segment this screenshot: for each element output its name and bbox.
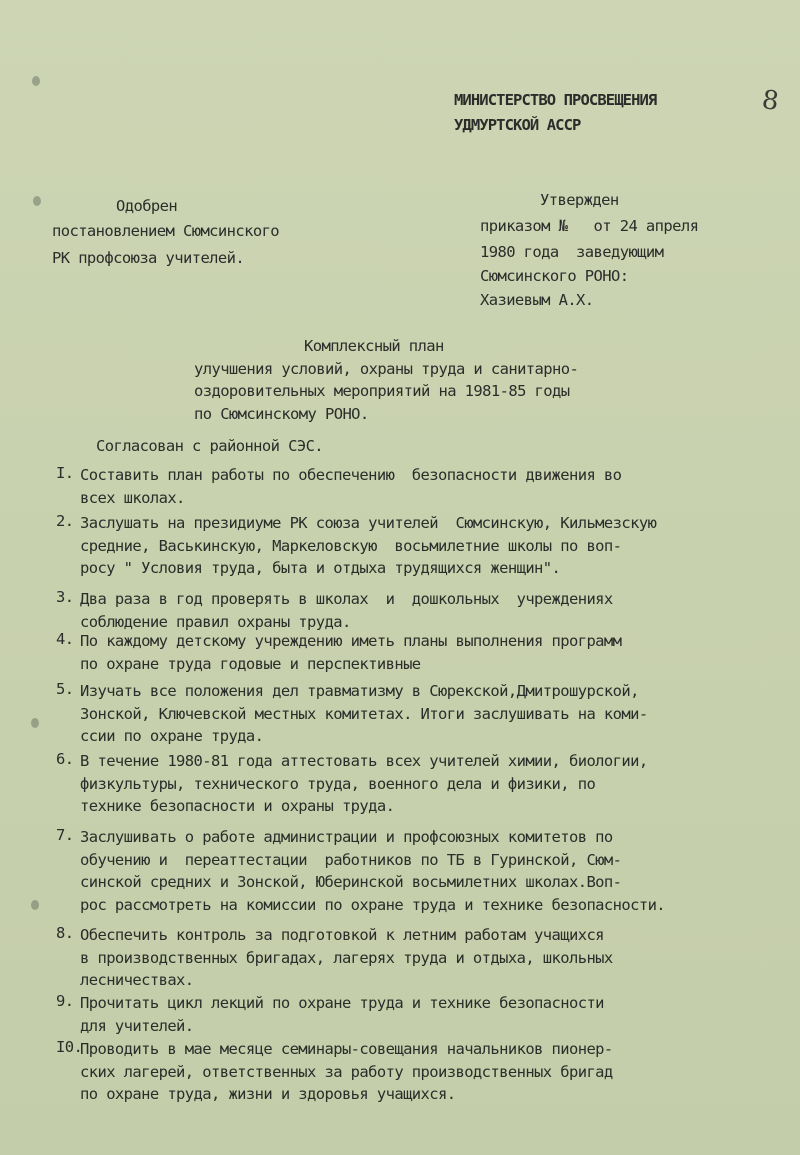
approved-left-line2: постановлением Сюмсинского [52, 222, 280, 240]
item-text-line: физкультуры, технического труда, военного дела и физики, по [80, 774, 596, 793]
item-text-line: Составить план работы по обеспечению безопасности движения во [80, 466, 622, 484]
item-text-line: лесничествах. [80, 971, 194, 989]
document-title: Комплексный план [304, 337, 444, 355]
item-number: 8. [56, 924, 74, 942]
approved-left-title: Одобрен [116, 197, 178, 215]
item-number: 7. [56, 826, 74, 844]
item-number: 9. [56, 992, 74, 1010]
item-text-line: Обеспечить контроль за подготовкой к летним работам учащихся [80, 926, 604, 944]
item-number: 4. [56, 630, 74, 648]
punch-hole-mark [33, 196, 41, 206]
item-text-line: Проводить в мае месяце семинары-совещания начальников пионер- [80, 1040, 613, 1058]
approved-right-title: Утвержден [540, 191, 619, 209]
approved-left-line3: РК профсоюза учителей. [52, 249, 245, 267]
item-text-line: по охране труда годовые и перспективные [80, 654, 421, 673]
item-number: 3. [56, 588, 74, 606]
item-text-line: средние, Васькинскую, Маркеловскую восьмилетние школы по воп- [80, 536, 622, 555]
item-number: 5. [56, 680, 74, 698]
page-number: 8 [759, 84, 781, 118]
item-text-line: В течение 1980-81 года аттестовать всех учителей химии, биологии, [80, 752, 648, 770]
ministry-header-line1: МИНИСТЕРСТВО ПРОСВЕЩЕНИЯ [454, 91, 657, 109]
item-text-line: Заслушивать о работе администрации и профсоюзных комитетов по [80, 828, 613, 846]
item-text-line: по охране труда, жизни и здоровья учащихся. [80, 1085, 456, 1103]
item-text-line: соблюдение правил охраны труда. [80, 612, 351, 631]
approved-right-line3: 1980 года заведующим [480, 243, 664, 261]
approved-right-line2: приказом № от 24 апреля [480, 217, 699, 235]
item-number: I. [56, 464, 74, 482]
ministry-header-line2: УДМУРТСКОЙ АССР [454, 116, 581, 134]
item-number: I0. [56, 1038, 83, 1056]
document-subtitle-line3: по Сюмсинскому РОНО. [194, 405, 369, 423]
document-subtitle-line2: оздоровительных мероприятий на 1981-85 годы [194, 382, 570, 400]
item-text-line: синской средних и Зонской, Юберинской восьмилетних школах.Воп- [80, 873, 622, 891]
item-text-line: для учителей. [80, 1016, 194, 1035]
item-text-line: ссии по охране труда. [80, 727, 264, 745]
item-text-line: обучению и переаттестации работников по ТБ в Гуринской, Сюм- [80, 850, 622, 869]
approved-right-line5: Хазиевым А.Х. [480, 291, 594, 309]
item-text-line: По каждому детскому учреждению иметь планы выполнения программ [80, 632, 622, 650]
punch-hole-mark [31, 900, 39, 910]
item-text-line: в производственных бригадах, лагерях труда и отдыха, школьных [80, 948, 613, 967]
item-text-line: Изучать все положения дел травматизму в Сюрекской,Дмитрошурской, [80, 682, 639, 700]
item-number: 6. [56, 750, 74, 768]
item-text-line: Прочитать цикл лекций по охране труда и технике безопасности [80, 994, 604, 1012]
item-text-line: рос рассмотреть на комиссии по охране труда и технике безопасности. [80, 895, 666, 914]
item-text-line: всех школах. [80, 488, 185, 507]
punch-hole-mark [32, 76, 40, 86]
item-text-line: ских лагерей, ответственных за работу производственных бригад [80, 1062, 613, 1081]
item-text-line: Заслушать на президиуме РК союза учителей Сюмсинскую, Кильмезскую [80, 514, 657, 532]
item-text-line: Два раза в год проверять в школах и дошкольных учреждениях [80, 590, 613, 608]
item-text-line: технике безопасности и охраны труда. [80, 797, 395, 815]
item-number: 2. [56, 512, 74, 530]
item-text-line: росу " Условия труда, быта и отдыха трудящихся женщин". [80, 559, 561, 577]
punch-hole-mark [31, 718, 39, 728]
agreed-note: Согласован с районной СЭС. [96, 437, 324, 455]
item-text-line: Зонской, Ключевской местных комитетах. Итоги заслушивать на коми- [80, 704, 648, 723]
approved-right-line4: Сюмсинского РОНО: [480, 267, 629, 285]
document-subtitle-line1: улучшения условий, охраны труда и санитарно- [194, 360, 579, 378]
